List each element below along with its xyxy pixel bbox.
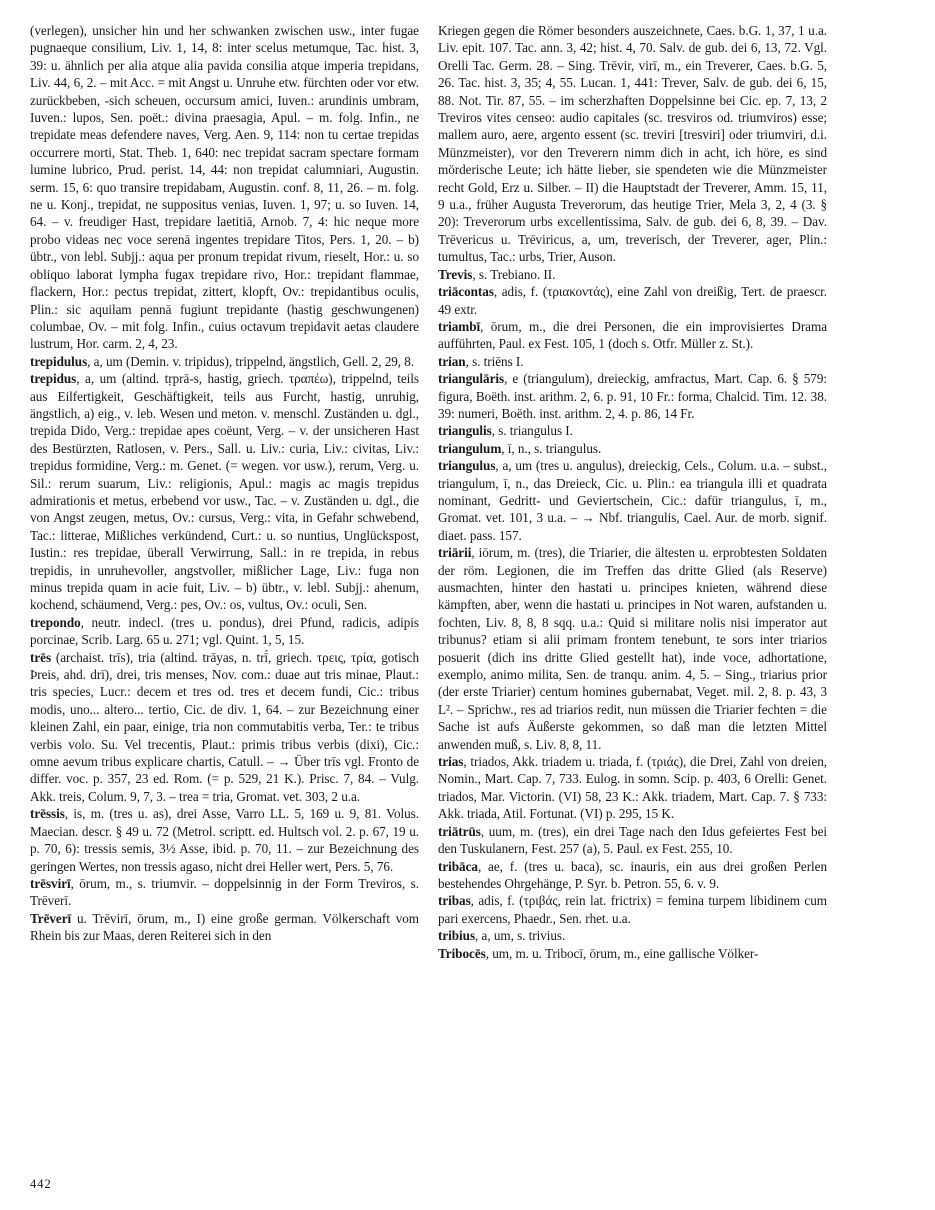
entry-paragraph: trēsvirī, ōrum, m., s. triumvir. – doppelsinnig in der Form Treviros, s. Trēverī. [30, 875, 419, 909]
entry-paragraph: triangulus, a, um (tres u. angulus), dreieckig, Cels., Colum. u.a. – subst., triangulum, ī, n., das Dreieck, Cic. u. Plin.: ea triangula illi et quadrata nominant, Gedritt- und Geviertschein, Cic.: dafür triangulus, ī, m., Gromat. vet. 101, 3 u.a. – → Nbf. triangulis, Cael. Aur. de morb. signif. diaet. pass. 157. [438, 458, 827, 543]
entry-paragraph: trian, s. triēns I. [438, 353, 524, 369]
entry-paragraph: trepidus, a, um (altind. tṛprā-s, hastig, griech. τραπέω), trippelnd, teils aus Eilfertigkeit, Geschäftigkeit, teils aus Furcht, hastig, unruhig, ängstlich, a) eig., v. leb. Wesen und meton. v. menschl. Zuständen u. dgl., trepida Dido, Verg.: trepidae apes coëunt, Verg. – v. der unsicheren Hast des Bestürzten, Ratlosen, v. Pers., Sall. u. Liv.: curia, Liv.: civitas, Liv.: trepidus formidine, Verg.: m. Genet. (= wegen. vor usw.), rerum, Verg. u. Sil.: rerum suarum, Liv.: religionis, Apul.: magis ac magis trepidus admirationis et metus, erbebend vor usw., Tac. – v. Zuständen u. dgl., die von Angst zeugen, metus, Ov.: cursus, Verg.: vita, in Gefahr schwebend, Tac.: litterae, Mißliches verkündend, Curt.: u. so nuntius, Unglückspost, Iustin.: res trepidae, überall Verwirrung, Sall.: in re trepida, in rebus trepidis, in unruhevoller, angstvoller, mißlicher Lage, Liv.: fuga non minus trepida quam in acie fuit, Liv. – b) übtr., v. lebl. Subjj.: ahenum, kochend, schäumend, Verg.: pes, Ov.: os, vultus, Ov.: oculi, Sen. [30, 371, 419, 613]
entry-headword: triambī [438, 318, 481, 334]
entry-headword: trēsvirī [30, 875, 71, 891]
entry-headword: triātrūs [438, 823, 481, 839]
entry-headword: tribāca [438, 858, 478, 874]
entry-paragraph: trepidulus, a, um (Demin. v. tripidus), trippelnd, ängstlich, Gell. 2, 29, 8. [30, 353, 415, 369]
entry-paragraph: triangulāris, e (triangulum), dreieckig, amfractus, Mart. Cap. 6. § 579: figura, Boëth. inst. arithm. 2, 6. p. 91, 10 Fr.: forma, Chalcid. Tim. 12. 38. 39: numeri, Boëth. inst. arithm. 2, 4. p. 86, 14 Fr. [438, 371, 827, 421]
right-column [438, 22, 827, 962]
entry-headword: triācontas [438, 284, 494, 300]
entry-headword: trepidus [30, 371, 77, 387]
entry-paragraph: triācontas, adis, f. (τριακοντάς), eine Zahl von dreißig, Tert. de praescr. 49 extr. [438, 284, 827, 317]
entry-paragraph: trēssis, is, m. (tres u. as), drei Asse, Varro LL. 5, 169 u. 9, 81. Volus. Maecian. descr. § 49 u. 72 (Metrol. scriptt. ed. Hultsch vol. 2. p. 67, 19 u. p. 70, 6): tressis semis, 3½ Asse, ibid. p. 70, 11. – zur Bezeichnung des geringen Wertes, non tressis agaso, nicht drei Heller wert, Pers. 5, 76. [30, 806, 419, 874]
entry-paragraph: triātrūs, uum, m. (tres), ein drei Tage nach den Idus gefeiertes Fest bei den Tuskulanern, Fest. 257 (a), 5. Paul. ex Fest. 255, 10. [438, 823, 827, 857]
entry-headword: triangulāris [438, 371, 505, 387]
entry-paragraph: Kriegen gegen die Römer besonders auszeichnete, Caes. b.G. 1, 37, 1 u.a. Liv. epit. 107. Tac. ann. 3, 42; hist. 4, 70. Salv. de gub. dei 6, 13, 72. Vgl. Orelli Tac. Germ. 28. – Sing. Trēvir, virī, m., ein Treverer, Caes. b.G. 5, 26. Tac. hist. 3, 35; 4, 55. Lucan. 1, 441: Trever, Salv. de gub. dei 6, 15, 88. Not. Tir. 87, 55. – im scherzhaften Doppelsinne bei Cic. ep. 7, 13, 2 Treviros vites censeo: audio capitales (sc. tresviros od. triumviros) esse; mallem auro, aere, argento essent (sc. treviri [tresviri] oder triumviri, d.i. Münzmeister), vor den Treverern nimm dich in acht, ich höre, es sind mörderische Leute; ich hätte lieber, sie spendeten wie die Münzmeister recht Gold, Erz u. Silber. – II) die Hauptstadt der Treverer, Amm. 15, 11, 9 u.a., früher Augusta Treverorum, das heutige Trier, Mela 3, 2, 4 (3. § 20): Treverorum urbs excellentissima, Salv. de gub. dei 6, 8, 39. – Dav. Trēvericus u. Trēviricus, a, um, treverisch, der Treverer, ager, Plin.: tumultus, Tac.: urbs, Trier, Auson. [438, 23, 827, 265]
entry-headword: triārii [438, 545, 472, 561]
entry-headword: trepondo [30, 614, 81, 630]
entry-headword: trian [438, 353, 466, 369]
entry-headword: trēssis [30, 806, 65, 822]
entry-paragraph: triangulum, ī, n., s. triangulus. [438, 440, 602, 456]
entry-paragraph: (verlegen), unsicher hin und her schwanken zwischen usw., inter fugae pugnaeque consilium, Liv. 1, 14, 8: inter scelus metumque, Tac. hist. 3, 39: u. ähnlich per alia atque alia pavida consilia atque imperia trepidans, Liv. 44, 6, 2. – mit Acc. = mit Angst u. Unruhe etw. fürchten oder vor etw. zurückbeben, -sich scheuen, occursum amici, Iuven.: arundinis umbram, Iuven.: lupos, Sen. poët.: divina praesagia, Apul. – m. folg. Infin., ne trepidate meas defendere naves, Verg. Aen. 9, 114: non tu certae trepidas occurrere morti, Stat. Theb. 1, 640: nec trepidat sacram spectare formam lumine lubrico, Prud. perist. 14, 44: non trepidat calumniari, Augustin. serm. 15, 6: quo transire trepidabam, Augustin. conf. 8, 11, 26. – m. folg. ne u. Konj., trepidat, ne suppositus venias, Iuven. 1, 97; u. so Iuven. 14, 64. – v. freudiger Hast, trepidare laetitiā, Arnob. 7, 4: hic neque more probo videas nec voce serenā ingentes trepidare Titos, Pers. 1, 20. – b) übtr., von lebl. Subjj.: aqua per pronum trepidat rivum, rieselt, Hor.: u. so obliquo laborat lympha fugax trepidare rivo, Hor.: trepidant flammae, flackern, Hor.: pectus trepidat, zittert, klopft, Ov.: trepidantibus oculis, Plin.: sic aquilam pennā fugiunt trepidante (hastig geschwungenen) columbae, Ov. – mit folg. Infin., cuius octavum trepidavit aetas claudere lustrum, Hor. carm. 2, 4, 23. [30, 23, 419, 352]
entry-paragraph: trēs (archaist. trīs), tria (altind. trāyas, n. trī́, griech. τρεις, τρία, gotisch Þreis, ahd. drī), drei, tris menses, Nov. com.: duae aut tris minae, Plaut.: tris species, Lucr.: decem et tres od. tres et decem fundi, Cic.: tribus modis, uno... altero... tertio, Cic. de div. 1, 64. – zur Bezeichnung einer kleinen Zahl, ein paar, einige, tria non commutabitis verba, Ter.: te tribus verbis volo. Su. Vel trecentis, Plaut.: primis tribus verbis (dixi), Cic.: omne aevum tribus explicare chartis, Catull. – → Über trīs vgl. Fronto de differ. voc. p. 357, 23 ed. Rom. (= p. 529, 21 K.). Prisc. 7, 84. – Vulg. Akk. treis, Colum. 9, 7, 3. – trea = tria, Gromat. vet. 303, 2 u.a. [30, 649, 419, 804]
entry-headword: tribius [438, 928, 476, 944]
entry-headword: Tribocēs [438, 945, 486, 961]
entry-paragraph: trepondo, neutr. indecl. (tres u. pondus), drei Pfund, radicis, adipis porcinae, Scrib. Larg. 65 u. 271; vgl. Quint. 1, 5, 15. [30, 614, 419, 648]
entry-headword: triangulum [438, 440, 502, 456]
left-column [30, 22, 419, 945]
entry-paragraph: trias, triados, Akk. triadem u. triada, f. (τριάς), die Drei, Zahl von dreien, Nomin., Mart. Cap. 7, 733. Eulog. in somn. Scip. p. 403, 6 Orelli: Genet. triados, Mar. Victorin. (VI) 58, 23 K.: Akk. triadem, Mart. Cap. 7. § 733: Akk. triada, Atil. Fortunat. (VI) p. 295, 15 K. [438, 754, 827, 822]
entry-headword: Trevis [438, 266, 473, 282]
page-number: 442 [30, 1177, 52, 1191]
entry-headword: triangulis [438, 423, 492, 439]
entry-paragraph: triambī, ōrum, m., die drei Personen, die ein improvisiertes Drama aufführten, Paul. ex Fest. 105, 1 (doch s. Otfr. Müller z. St.). [438, 318, 827, 352]
entry-headword: trias [438, 754, 464, 770]
entry-paragraph: triangulis, s. triangulus I. [438, 423, 573, 439]
entry-paragraph: tribāca, ae, f. (tres u. baca), sc. inauris, ein aus drei großen Perlen bestehendes Ohrgehänge, P. Syr. b. Petron. 55, 6. v. 9. [438, 858, 827, 891]
entry-paragraph: tribius, a, um, s. trivius. [438, 928, 566, 944]
entry-paragraph: Tribocēs, um, m. u. Tribocī, ōrum, m., eine gallische Völker- [438, 945, 759, 961]
entry-headword: Trēverī [30, 910, 72, 926]
entry-paragraph: tribas, adis, f. (τριβάς, rein lat. frictrix) = femina turpem libidinem cum pari exercens, Phaedr., Sen. rhet. u.a. [438, 893, 827, 926]
entry-paragraph: Trevis, s. Trebiano. II. [438, 266, 556, 282]
entry-headword: tribas [438, 893, 471, 909]
entry-paragraph: Trēverī u. Trēvirī, ōrum, m., I) eine große german. Völkerschaft vom Rhein bis zur Maas, deren Reiterei sich in den [30, 910, 419, 944]
entry-headword: trēs [30, 649, 52, 665]
entry-headword: triangulus [438, 458, 496, 474]
entry-headword: trepidulus [30, 353, 88, 369]
entry-paragraph: triārii, iōrum, m. (tres), die Triarier, die ältesten u. erprobtesten Soldaten der röm. Legionen, die im Treffen das dritte Glied (als Reserve) ausmachten, hinter den hastati u. principes knieten, während diese kämpften, aber, wenn die hastati u. principes in Not waren, aufstanden u. fochten, Liv. 8, 8, 8 sqq. u.a.: Quid si militare nolis nisi imperator aut tribunus? etiam si alii primam frontem tenebunt, te sors inter triarios posuerit (dich ins dritte Glied gestellt hat), inde voce, adhortatione, exemplo, animo milita, Sen. de tranqu. anim. 4, 5. – Sing., triarius prior (der erste Triarier) centum homines gubernabat, Veget. mil. 2, 8. p. 43, 3 L². – Sprichw., res ad triarios redit, nun müssen die Triarier fechten = die Sache ist aufs Äußerste gekommen, so daß man die letzten Mittel anwenden muß, s. Liv. 8, 8, 11. [438, 545, 827, 752]
